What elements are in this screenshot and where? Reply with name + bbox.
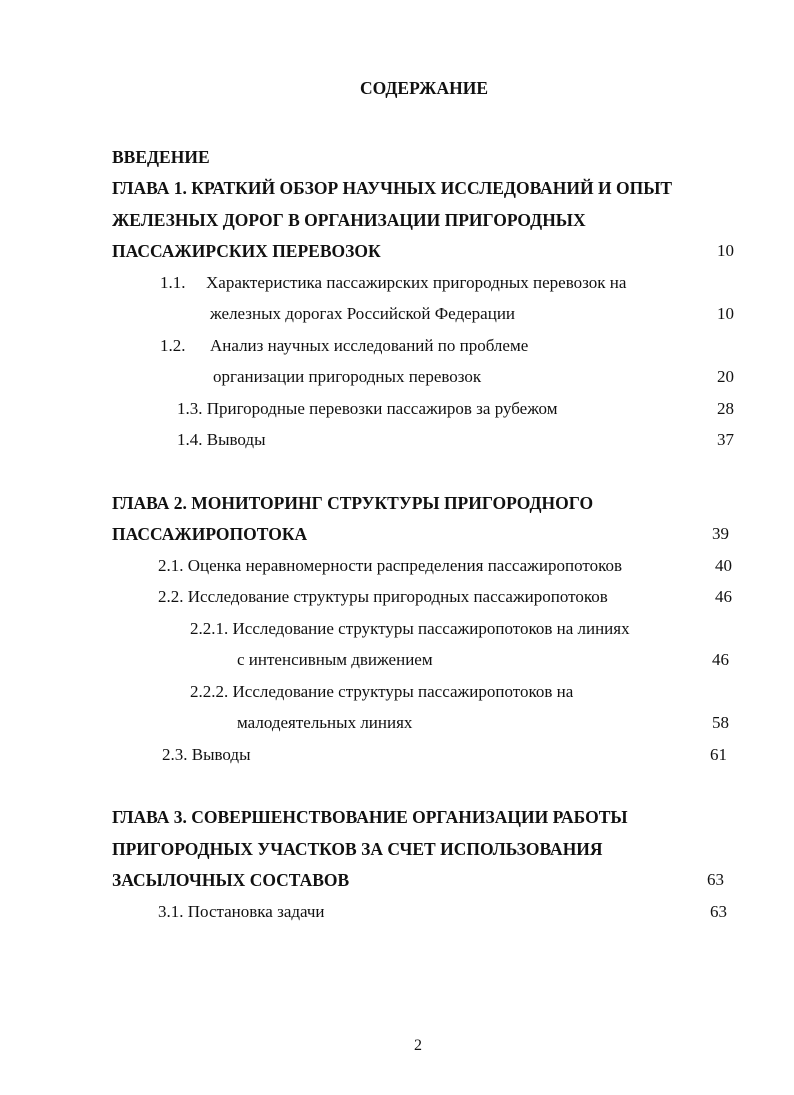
chapter-1-title-line-3: ПАССАЖИРСКИХ ПЕРЕВОЗОК [112,241,381,261]
chapter-2-title-line-1: ГЛАВА 2. МОНИТОРИНГ СТРУКТУРЫ ПРИГОРОДНОГО [112,493,594,513]
chapter-2-title-line-2: ПАССАЖИРОПОТОКА [112,524,308,544]
section-1-1-line-1: Характеристика пассажирских пригородных перевозок на [206,273,627,292]
section-1-2-number: 1.2. [160,336,186,355]
section-1-4: 1.4. Выводы [177,430,266,449]
page-number: 2 [414,1037,422,1054]
section-2-2-2-page: 58 [712,713,729,732]
section-3-1: 3.1. Постановка задачи [158,902,325,921]
section-2-2-2-line-1: 2.2.2. Исследование структуры пассажиропотоков на [190,682,574,701]
toc-title: СОДЕРЖАНИЕ [359,78,488,98]
section-2-2-1-line-2: с интенсивным движением [237,650,433,669]
section-1-1-line-2: железных дорогах Российской Федерации [210,304,516,323]
section-1-3: 1.3. Пригородные перевозки пассажиров за рубежом [177,399,558,418]
section-2-1-page: 40 [715,556,732,575]
section-2-2-2-line-2: малодеятельных линиях [237,713,413,732]
section-1-3-page: 28 [717,399,734,418]
chapter-3-title-line-1: ГЛАВА 3. СОВЕРШЕНСТВОВАНИЕ ОРГАНИЗАЦИИ РАБОТЫ [112,807,628,827]
toc-intro: ВВЕДЕНИЕ [112,147,210,167]
section-2-2: 2.2. Исследование структуры пригородных пассажиропотоков [158,587,608,606]
section-2-1: 2.1. Оценка неравномерности распределения пассажиропотоков [158,556,623,575]
chapter-3-title-line-2: ПРИГОРОДНЫХ УЧАСТКОВ ЗА СЧЕТ ИСПОЛЬЗОВАНИЯ [112,839,603,859]
chapter-1-title-line-1: ГЛАВА 1. КРАТКИЙ ОБЗОР НАУЧНЫХ ИССЛЕДОВАНИЙ И ОПЫТ [112,178,673,198]
section-1-2-page: 20 [717,367,734,386]
section-2-3: 2.3. Выводы [162,745,251,764]
section-1-1-number: 1.1. [160,273,186,292]
section-2-2-page: 46 [715,587,732,606]
section-3-1-page: 63 [710,902,727,921]
chapter-2-page: 39 [712,524,729,543]
section-2-2-1-page: 46 [712,650,729,669]
chapter-1-title-line-2: ЖЕЛЕЗНЫХ ДОРОГ В ОРГАНИЗАЦИИ ПРИГОРОДНЫХ [112,210,586,230]
section-1-1-page: 10 [717,304,734,323]
section-1-2-line-1: Анализ научных исследований по проблеме [210,336,529,355]
chapter-3-title-line-3: ЗАСЫЛОЧНЫХ СОСТАВОВ [112,870,350,890]
chapter-3-page: 63 [707,870,724,889]
section-2-3-page: 61 [710,745,727,764]
section-2-2-1-line-1: 2.2.1. Исследование структуры пассажиропотоков на линиях [190,619,630,638]
chapter-1-page: 10 [717,241,734,260]
section-1-4-page: 37 [717,430,734,449]
section-1-2-line-2: организации пригородных перевозок [213,367,482,386]
